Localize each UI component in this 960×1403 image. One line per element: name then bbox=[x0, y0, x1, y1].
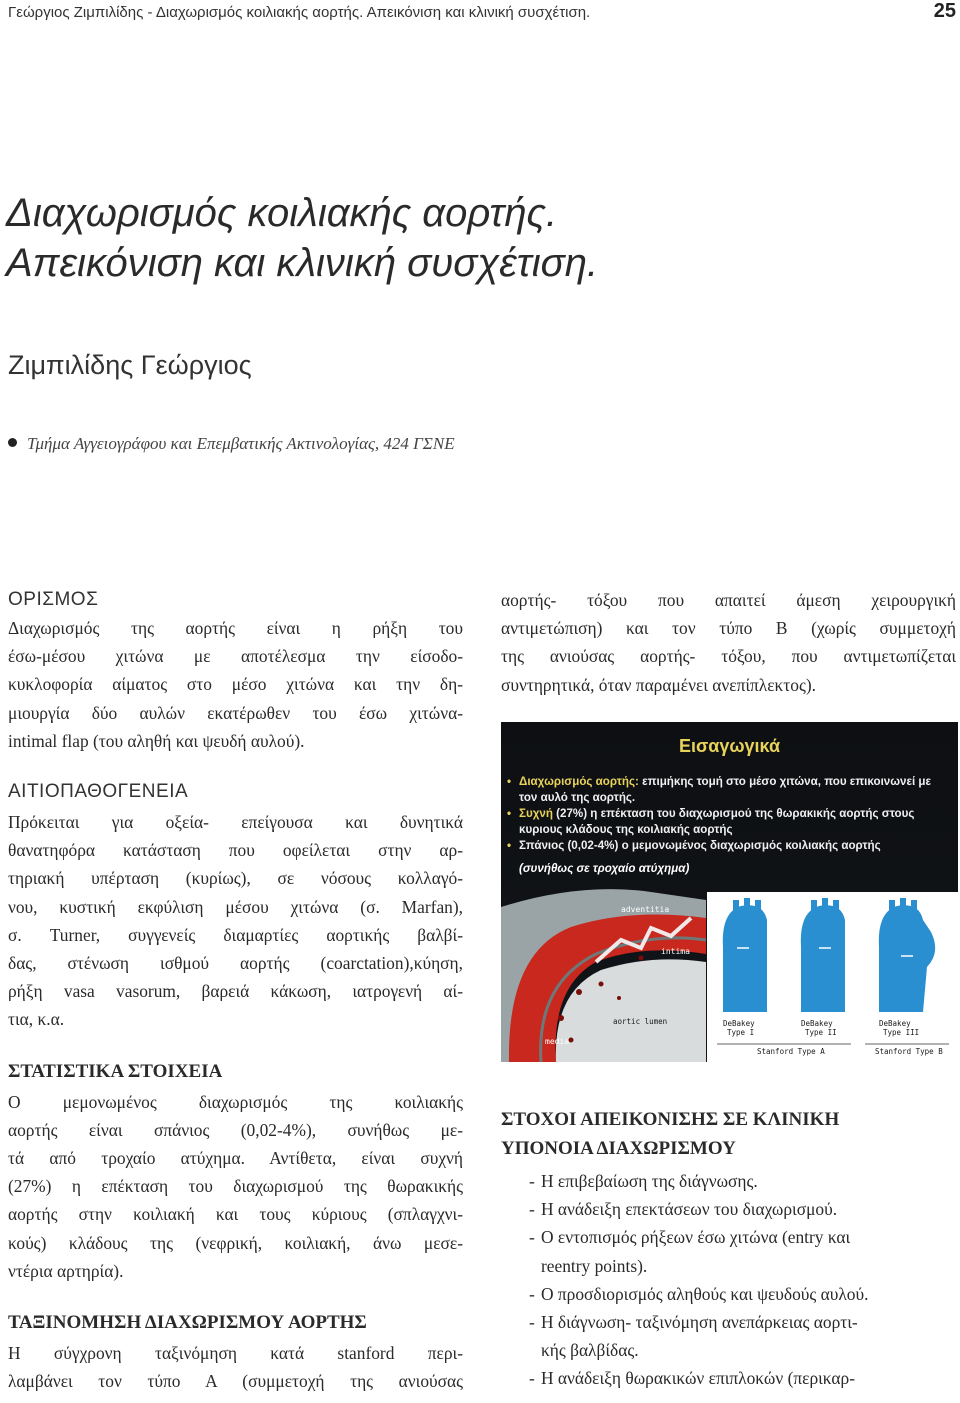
goal-text: - Ο εντοπισμός ρήξεων έσω χιτώνα (entry και bbox=[541, 1227, 851, 1248]
text-line: σ. Turner, συγγενείς διαμαρτίες αορτικής βαλβί- bbox=[8, 924, 463, 945]
goal-item bbox=[529, 1308, 956, 1364]
slide-bullet bbox=[507, 806, 952, 838]
slide-bullet-list bbox=[507, 774, 952, 854]
label-aortic-lumen: aortic lumen bbox=[613, 1017, 668, 1026]
goal-text: - Η ανάδειξη θωρακικών επιπλοκών (περικαρ- bbox=[541, 1368, 855, 1389]
title-line-2: Απεικόνιση και κλινική συσχέτιση. bbox=[6, 241, 599, 285]
aorta-type-1 bbox=[723, 898, 767, 1012]
slide-bullet-text: (27%) η επέκταση του διαχωρισμού της θωρακικής αορτής στους κυριους κλάδους της κοιλιακής αορτής bbox=[519, 807, 915, 836]
label-type3-line2: Type III bbox=[883, 1028, 920, 1037]
label-intima: intima bbox=[661, 947, 690, 956]
slide-bullet-text: Σπάνιος (0,02-4%) ο μεμονωμένος διαχωρισμός κοιλιακής αορτής bbox=[519, 839, 881, 852]
label-stanford-b: Stanford Type B bbox=[875, 1047, 943, 1056]
goal-item bbox=[529, 1364, 956, 1392]
text-line: δας, στένωση ισθμού αορτής (coarctation),κύηση, bbox=[8, 953, 463, 974]
goal-text: reentry points). bbox=[541, 1255, 648, 1276]
text-line: Διαχωρισμός της αορτής είναι η ρήξη του bbox=[8, 618, 463, 638]
text-line: Ο μεμονωμένος διαχωρισμός της κοιλιακής bbox=[8, 1091, 463, 1112]
label-type1-line1: DeBakey bbox=[723, 1019, 755, 1028]
text-line: τηριακή υπέρταση (κυρίως), σε νόσους κολλαγό- bbox=[8, 868, 463, 889]
label-type1-line2: Type I bbox=[727, 1028, 755, 1037]
intro-slide-figure bbox=[501, 722, 958, 1062]
wall-cross-section bbox=[501, 889, 706, 1062]
goal-item bbox=[529, 1195, 956, 1223]
slide-note: (συνήθως σε τροχαίο ατύχημα) bbox=[519, 862, 690, 875]
text-line: intimal flap (του αληθή και ψευδή αυλού). bbox=[8, 730, 305, 751]
goal-text: - Η διάγνωση- ταξινόμηση ανεπάρκειας αορτι- bbox=[541, 1312, 858, 1333]
definition-heading: ΟΡΙΣΜΟΣ bbox=[8, 589, 99, 610]
text-line: της ανιούσας αορτής- τόξου, που αντιμετωπίζεται bbox=[501, 646, 956, 667]
goal-text: - Ο προσδιορισμός αληθούς και ψευδούς αυλού. bbox=[541, 1283, 869, 1304]
text-line: μιουργία δύο αυλών εκατέρωθεν του έσω χιτώνα- bbox=[8, 702, 463, 723]
goals-heading bbox=[501, 1105, 956, 1163]
slide-title: Εισαγωγικά bbox=[678, 736, 781, 756]
text-line: ντέρια αρτηρία). bbox=[8, 1260, 124, 1281]
classification-continued-paragraph bbox=[501, 586, 956, 699]
label-adventitia: adventitia bbox=[621, 905, 670, 914]
bullet-dot-icon bbox=[8, 438, 17, 447]
label-stanford-a: Stanford Type A bbox=[757, 1047, 825, 1056]
pathogenesis-heading: ΑΙΤΙΟΠΑΘΟΓΕΝΕΙΑ bbox=[8, 781, 189, 803]
goals-heading-line-1: ΣΤΟΧΟΙ ΑΠΕΙΚΟΝΙΣΗΣ ΣΕ ΚΛΙΝΙΚΗ bbox=[501, 1109, 840, 1130]
text-line: θανατηφόρα κατάσταση που οφείλεται στην αρ- bbox=[8, 840, 463, 861]
text-line: Η σύγχρονη ταξινόμηση κατά stanford περι- bbox=[8, 1343, 463, 1364]
affiliation-text: Τμήμα Αγγειογράφου και Επεμβατικής Ακτινολογίας, 424 ΓΣΝΕ bbox=[27, 434, 455, 453]
text-line: αορτής- τόξου που απαιτεί άμεση χειρουργική bbox=[501, 590, 956, 610]
left-column bbox=[8, 586, 463, 1395]
goal-item bbox=[529, 1167, 956, 1195]
text-line: λαμβάνει τον τύπο Α (συμμετοχή της ανιούσας bbox=[8, 1371, 463, 1392]
goal-text: κής βαλβίδας. bbox=[541, 1340, 639, 1361]
classification-heading: ΤΑΞΙΝΟΜΗΣΗ ΔΙΑΧΩΡΙΣΜΟΥ ΑΟΡΤΗΣ bbox=[8, 1312, 367, 1334]
goals-section bbox=[501, 1105, 956, 1393]
goal-text: - Η ανάδειξη επεκτάσεων του διαχωρισμού. bbox=[541, 1199, 838, 1220]
pathogenesis-paragraph bbox=[8, 808, 463, 1034]
running-header: Γεώργιος Ζιμπιλίδης - Διαχωρισμός κοιλιακής αορτής. Απεικόνιση και κλινική συσχέτιση. bbox=[8, 4, 591, 21]
definition-paragraph bbox=[8, 614, 463, 755]
goal-item bbox=[529, 1223, 956, 1279]
aortic-dissection-illustration bbox=[501, 722, 958, 1062]
text-line: (27%) η επέκταση του διαχωρισμού της θωρακικής bbox=[8, 1176, 463, 1197]
text-line: αντιμετώπιση) και τον τύπο Β (χωρίς συμμετοχή bbox=[501, 618, 956, 639]
text-line: τά από τροχαίο ατύχημα. Αντίθετα, είναι συχνή bbox=[8, 1148, 463, 1169]
classification-paragraph bbox=[8, 1339, 463, 1395]
author-name: Ζιμπιλίδης Γεώργιος bbox=[8, 350, 252, 380]
article-title bbox=[6, 188, 706, 288]
text-line: συντηρητικά, όταν παραμένει ανεπίπλεκτος). bbox=[501, 674, 817, 695]
slide-bullet bbox=[507, 838, 952, 854]
text-line: κούς) κλάδους της (νεφρική, κοιλιακή, άνω μεσε- bbox=[8, 1232, 463, 1253]
slide-bullet-highlight: Συχνή bbox=[519, 807, 553, 820]
page-number: 25 bbox=[933, 0, 956, 22]
text-line: έσω-μέσου χιτώνα με αποτέλεσμα την είσοδο- bbox=[8, 646, 463, 667]
goals-list bbox=[501, 1167, 956, 1393]
text-line: Πρόκειται για οξεία- επείγουσα και δυνητικά bbox=[8, 812, 463, 833]
slide-bullet-text: επιμήκης τομή στο μέσο χιτώνα, που επικοινωνεί με τον αυλό της αορτής. bbox=[519, 775, 932, 804]
affiliation bbox=[8, 434, 455, 454]
goal-text: - Η επιβεβαίωση της διάγνωσης. bbox=[541, 1171, 758, 1191]
text-line: κυκλοφορία αίματος στο μέσο χιτώνα και την δη- bbox=[8, 674, 463, 695]
text-line: αορτής στην κοιλιακή και τους κύριους (σπλαγχνι- bbox=[8, 1204, 463, 1225]
right-column bbox=[501, 586, 956, 699]
slide-bullet bbox=[507, 774, 952, 806]
label-media: media bbox=[545, 1037, 570, 1046]
label-type3-line1: DeBakey bbox=[879, 1019, 911, 1028]
text-line: τια, κ.α. bbox=[8, 1009, 65, 1030]
statistics-heading: ΣΤΑΤΙΣΤΙΚΑ ΣΤΟΙΧΕΙΑ bbox=[8, 1060, 223, 1082]
text-line: νου, κυστική εκφύλιση μέσου χιτώνα (σ. Marfan), bbox=[8, 896, 463, 917]
statistics-paragraph bbox=[8, 1088, 463, 1285]
text-line: ρήξη vasa vasorum, βαρειά κάκωση, ιατρογενή αί- bbox=[8, 981, 463, 1002]
title-line-1: Διαχωρισμός κοιλιακής αορτής. bbox=[6, 191, 558, 235]
label-type2-line1: DeBakey bbox=[801, 1019, 833, 1028]
slide-bullet-highlight: Διαχωρισμός αορτής: bbox=[519, 775, 639, 788]
goal-item bbox=[529, 1280, 956, 1308]
label-type2-line2: Type II bbox=[805, 1028, 837, 1037]
text-line: αορτής είναι σπάνιος (0,02-4%), συνήθως με- bbox=[8, 1119, 463, 1140]
goals-heading-line-2: ΥΠΟΝΟΙΑ ΔΙΑΧΩΡΙΣΜΟΥ bbox=[501, 1138, 736, 1159]
aorta-type-2 bbox=[801, 898, 845, 1012]
